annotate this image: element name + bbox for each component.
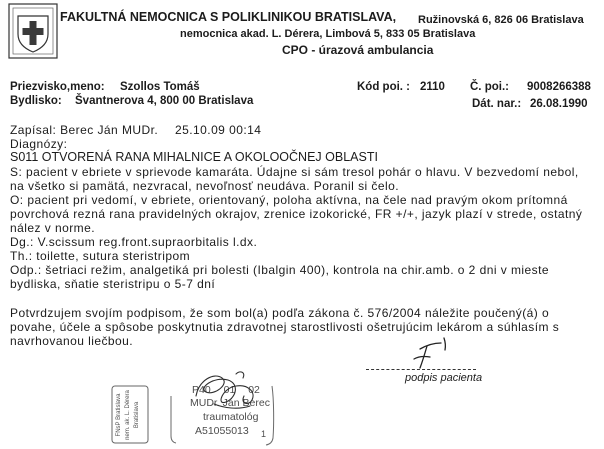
recorded-at: 25.10.09 00:14 bbox=[175, 123, 262, 137]
objective-line: povrchová rezná rana pravidelných okrajov, zrenice izokorické, FR +/+, jazyk plazí v strede, ostatný bbox=[10, 207, 583, 221]
recorded-by-doctor: Berec Ján MUDr. bbox=[60, 123, 159, 137]
insurer-code: 2110 bbox=[420, 81, 445, 93]
recommendation-line: Odp.: šetriaci režim, analgetiká pri bolesti (Ibalgin 400), kontrola na chir.amb. o 2 dni v mieste bbox=[10, 263, 550, 277]
recommendation-line: bydliska, sňatie steristripu o 5-7 dní bbox=[10, 277, 216, 291]
patient-name: Szollos Tomáš bbox=[120, 81, 200, 93]
consent-line: povahe, účele a spôsobe poskytnutia zdravotnej starostlivosti ošetrujúcim lekárom a súhlasím s bbox=[10, 320, 560, 334]
institution-name: FAKULTNÁ NEMOCNICA S POLIKLINIKOU BRATISLAVA, bbox=[60, 10, 397, 24]
subjective-line: na všetko si pamätá, nezvracal, nevoľnosť neudáva. Poranil si čelo. bbox=[10, 179, 400, 193]
patient-address-label: Bydlisko: bbox=[10, 95, 62, 107]
recorded-by-label: Zapísal: bbox=[10, 123, 57, 137]
stamp-institution-line: Bratislava bbox=[134, 401, 140, 429]
department-name: CPO - úrazová ambulancia bbox=[282, 43, 434, 57]
institution-address: Ružinovská 6, 826 06 Bratislava bbox=[418, 14, 584, 26]
consent-line: navrhovanou liečbou. bbox=[10, 334, 134, 348]
diagnosis-detail: Dg.: V.scissum reg.front.supraorbitalis l.dx. bbox=[10, 235, 258, 249]
signature-line bbox=[366, 369, 476, 370]
diagnosis-title: S011 OTVORENÁ RANA MIHALNICE A OKOLOOČNEJ OBLASTI bbox=[10, 150, 378, 164]
recorded-by bbox=[10, 123, 158, 137]
objective-line: O: pacient pri vedomí, v ebriete, orientovaný, poloha aktívna, na čele nad pravým okom prítomná bbox=[10, 193, 568, 207]
stamp-institution-line: FNsP Bratislava bbox=[116, 393, 122, 437]
subjective-line: S: pacient v ebriete v sprievode kamaráta. Údajne si sám tresol pohár o hlavu. V bezvedomí nebol, bbox=[10, 165, 579, 179]
insurance-number: 9008266388 bbox=[527, 81, 591, 93]
hospital-name: nemocnica akad. L. Dérera, Limbová 5, 833 05 Bratislava bbox=[180, 28, 476, 40]
insurance-number-label: Č. poi.: bbox=[470, 81, 509, 93]
stamp-doctor-name: MUDr. Ján Berec bbox=[190, 397, 270, 409]
patient-address: Švantnerova 4, 800 00 Bratislava bbox=[75, 95, 254, 107]
stamp-specialty: traumatológ bbox=[203, 411, 259, 423]
diagnoses-label: Diagnózy: bbox=[10, 137, 68, 151]
stamp-provider-id: A51055013 bbox=[195, 425, 249, 437]
stamp-doctor-code: P40 01 02 bbox=[192, 384, 260, 396]
stamp-institution bbox=[115, 387, 145, 443]
patient-name-label: Priezvisko,meno: bbox=[10, 81, 105, 93]
stamp-institution-line: nem. ak. L. Dérera bbox=[125, 390, 131, 440]
insurer-code-label: Kód poi. : bbox=[357, 81, 411, 93]
hospital-cross-icon bbox=[8, 3, 58, 59]
birth-date: 26.08.1990 bbox=[530, 98, 588, 110]
therapy-line: Th.: toilette, sutura steristripom bbox=[10, 249, 191, 263]
birth-date-label: Dát. nar.: bbox=[472, 98, 522, 110]
objective-line: nález v norme. bbox=[10, 221, 96, 235]
patient-signature-label: podpis pacienta bbox=[405, 372, 483, 384]
patient-signature bbox=[414, 338, 445, 368]
consent-line: Potvrdzujem svojím podpisom, že som bol(a) podľa zákona č. 576/2004 náležite poučený(á) o bbox=[10, 306, 550, 320]
page-number: 1 bbox=[261, 429, 267, 439]
